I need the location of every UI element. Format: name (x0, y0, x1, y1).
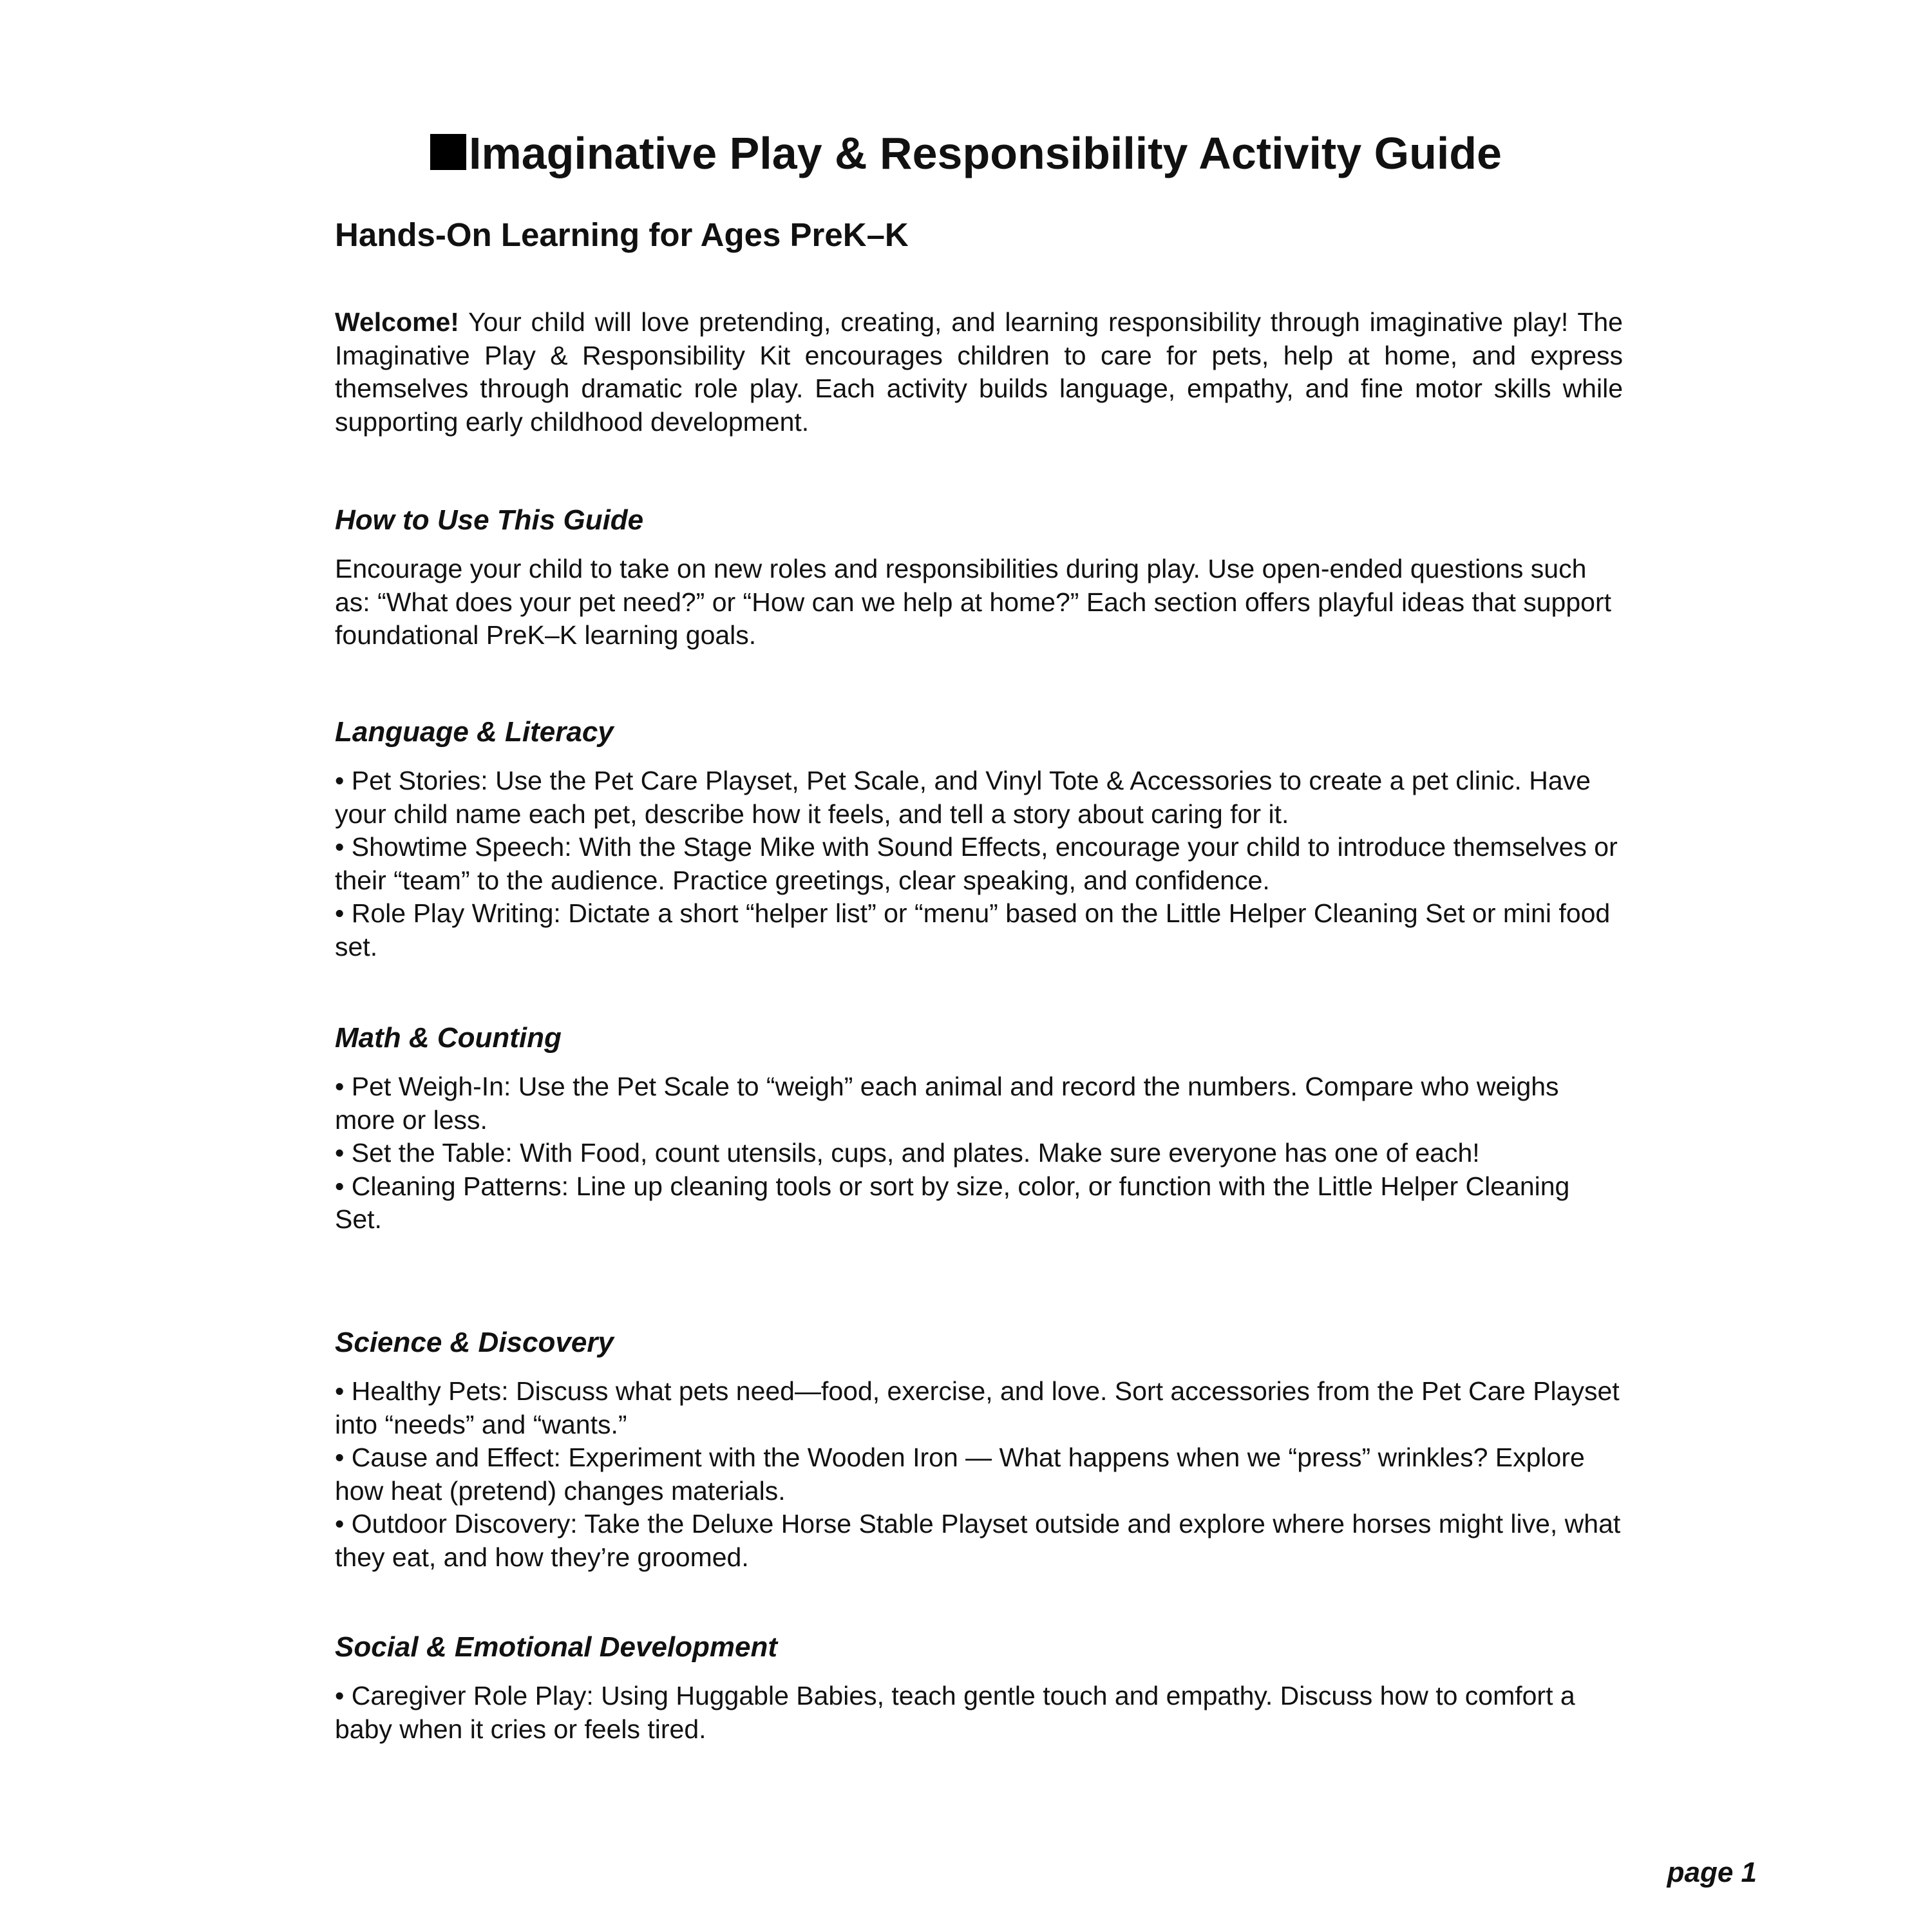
section-science-discovery (335, 1325, 1623, 1361)
list-item: • Pet Stories: Use the Pet Care Playset, Pet Scale, and Vinyl Tote & Accessories to create a pet clinic. Have your child name each pet, describe how it feels, and tell a story about caring for it. (335, 766, 1591, 829)
section-language-literacy-list (335, 764, 1623, 963)
list-item: • Cause and Effect: Experiment with the Wooden Iron — What happens when we “press” wrinkles? Explore how heat (pretend) changes materials. (335, 1443, 1585, 1506)
list-item: • Role Play Writing: Dictate a short “helper list” or “menu” based on the Little Helper Cleaning Set or mini food set. (335, 898, 1611, 961)
page-title (0, 126, 1932, 180)
page-subtitle: Hands-On Learning for Ages PreK–K (335, 216, 909, 253)
intro-text: Your child will love pretending, creating, and learning responsibility through imaginative play! The Imaginative Play & Responsibility Kit encourages children to care for pets, help at home, and express themselves through dramatic role play. Each activity builds language, empathy, and fine motor skills while supporting early childhood development. (335, 307, 1623, 437)
page-title-text: Imaginative Play & Responsibility Activity Guide (469, 128, 1502, 178)
list-item: • Pet Weigh-In: Use the Pet Scale to “weigh” each animal and record the numbers. Compare who weighs more or less. (335, 1072, 1559, 1135)
intro-lead: Welcome! (335, 307, 459, 337)
section-social-emotional-list (335, 1680, 1623, 1746)
section-how-to-use (335, 502, 1623, 538)
list-item: • Caregiver Role Play: Using Huggable Babies, teach gentle touch and empathy. Discuss how to comfort a baby when it cries or feels tired. (335, 1681, 1575, 1744)
section-language-literacy (335, 714, 1623, 750)
section-how-to-use-body (335, 553, 1623, 652)
section-math-counting (335, 1020, 1623, 1056)
page-number: page 1 (1667, 1857, 1757, 1888)
section-heading: Science & Discovery (335, 1327, 614, 1358)
section-heading: Language & Literacy (335, 716, 614, 748)
list-item: • Outdoor Discovery: Take the Deluxe Horse Stable Playset outside and explore where horses might live, what they eat, and how they’re groomed. (335, 1509, 1621, 1572)
section-heading: How to Use This Guide (335, 504, 644, 536)
list-item: • Healthy Pets: Discuss what pets need—food, exercise, and love. Sort accessories from the Pet Care Playset into “needs” and “wants.” (335, 1376, 1620, 1439)
section-heading: Math & Counting (335, 1022, 562, 1054)
section-heading: Social & Emotional Development (335, 1631, 778, 1663)
intro-paragraph (335, 306, 1623, 439)
list-item: • Set the Table: With Food, count utensils, cups, and plates. Make sure everyone has one of each! (335, 1138, 1480, 1168)
section-science-discovery-list (335, 1375, 1623, 1574)
black-square-icon (430, 134, 466, 170)
section-paragraph: Encourage your child to take on new roles and responsibilities during play. Use open-ended questions such as: “What does your pet need?” or “How can we help at home?” Each section offers playful ideas that support foundational PreK–K learning goals. (335, 554, 1611, 650)
list-item: • Showtime Speech: With the Stage Mike with Sound Effects, encourage your child to introduce themselves or their “team” to the audience. Practice greetings, clear speaking, and confidence. (335, 832, 1618, 895)
intro-block (335, 306, 1623, 439)
section-math-counting-list (335, 1070, 1623, 1236)
list-item: • Cleaning Patterns: Line up cleaning tools or sort by size, color, or function with the Little Helper Cleaning Set. (335, 1171, 1570, 1234)
section-social-emotional (335, 1629, 1623, 1665)
